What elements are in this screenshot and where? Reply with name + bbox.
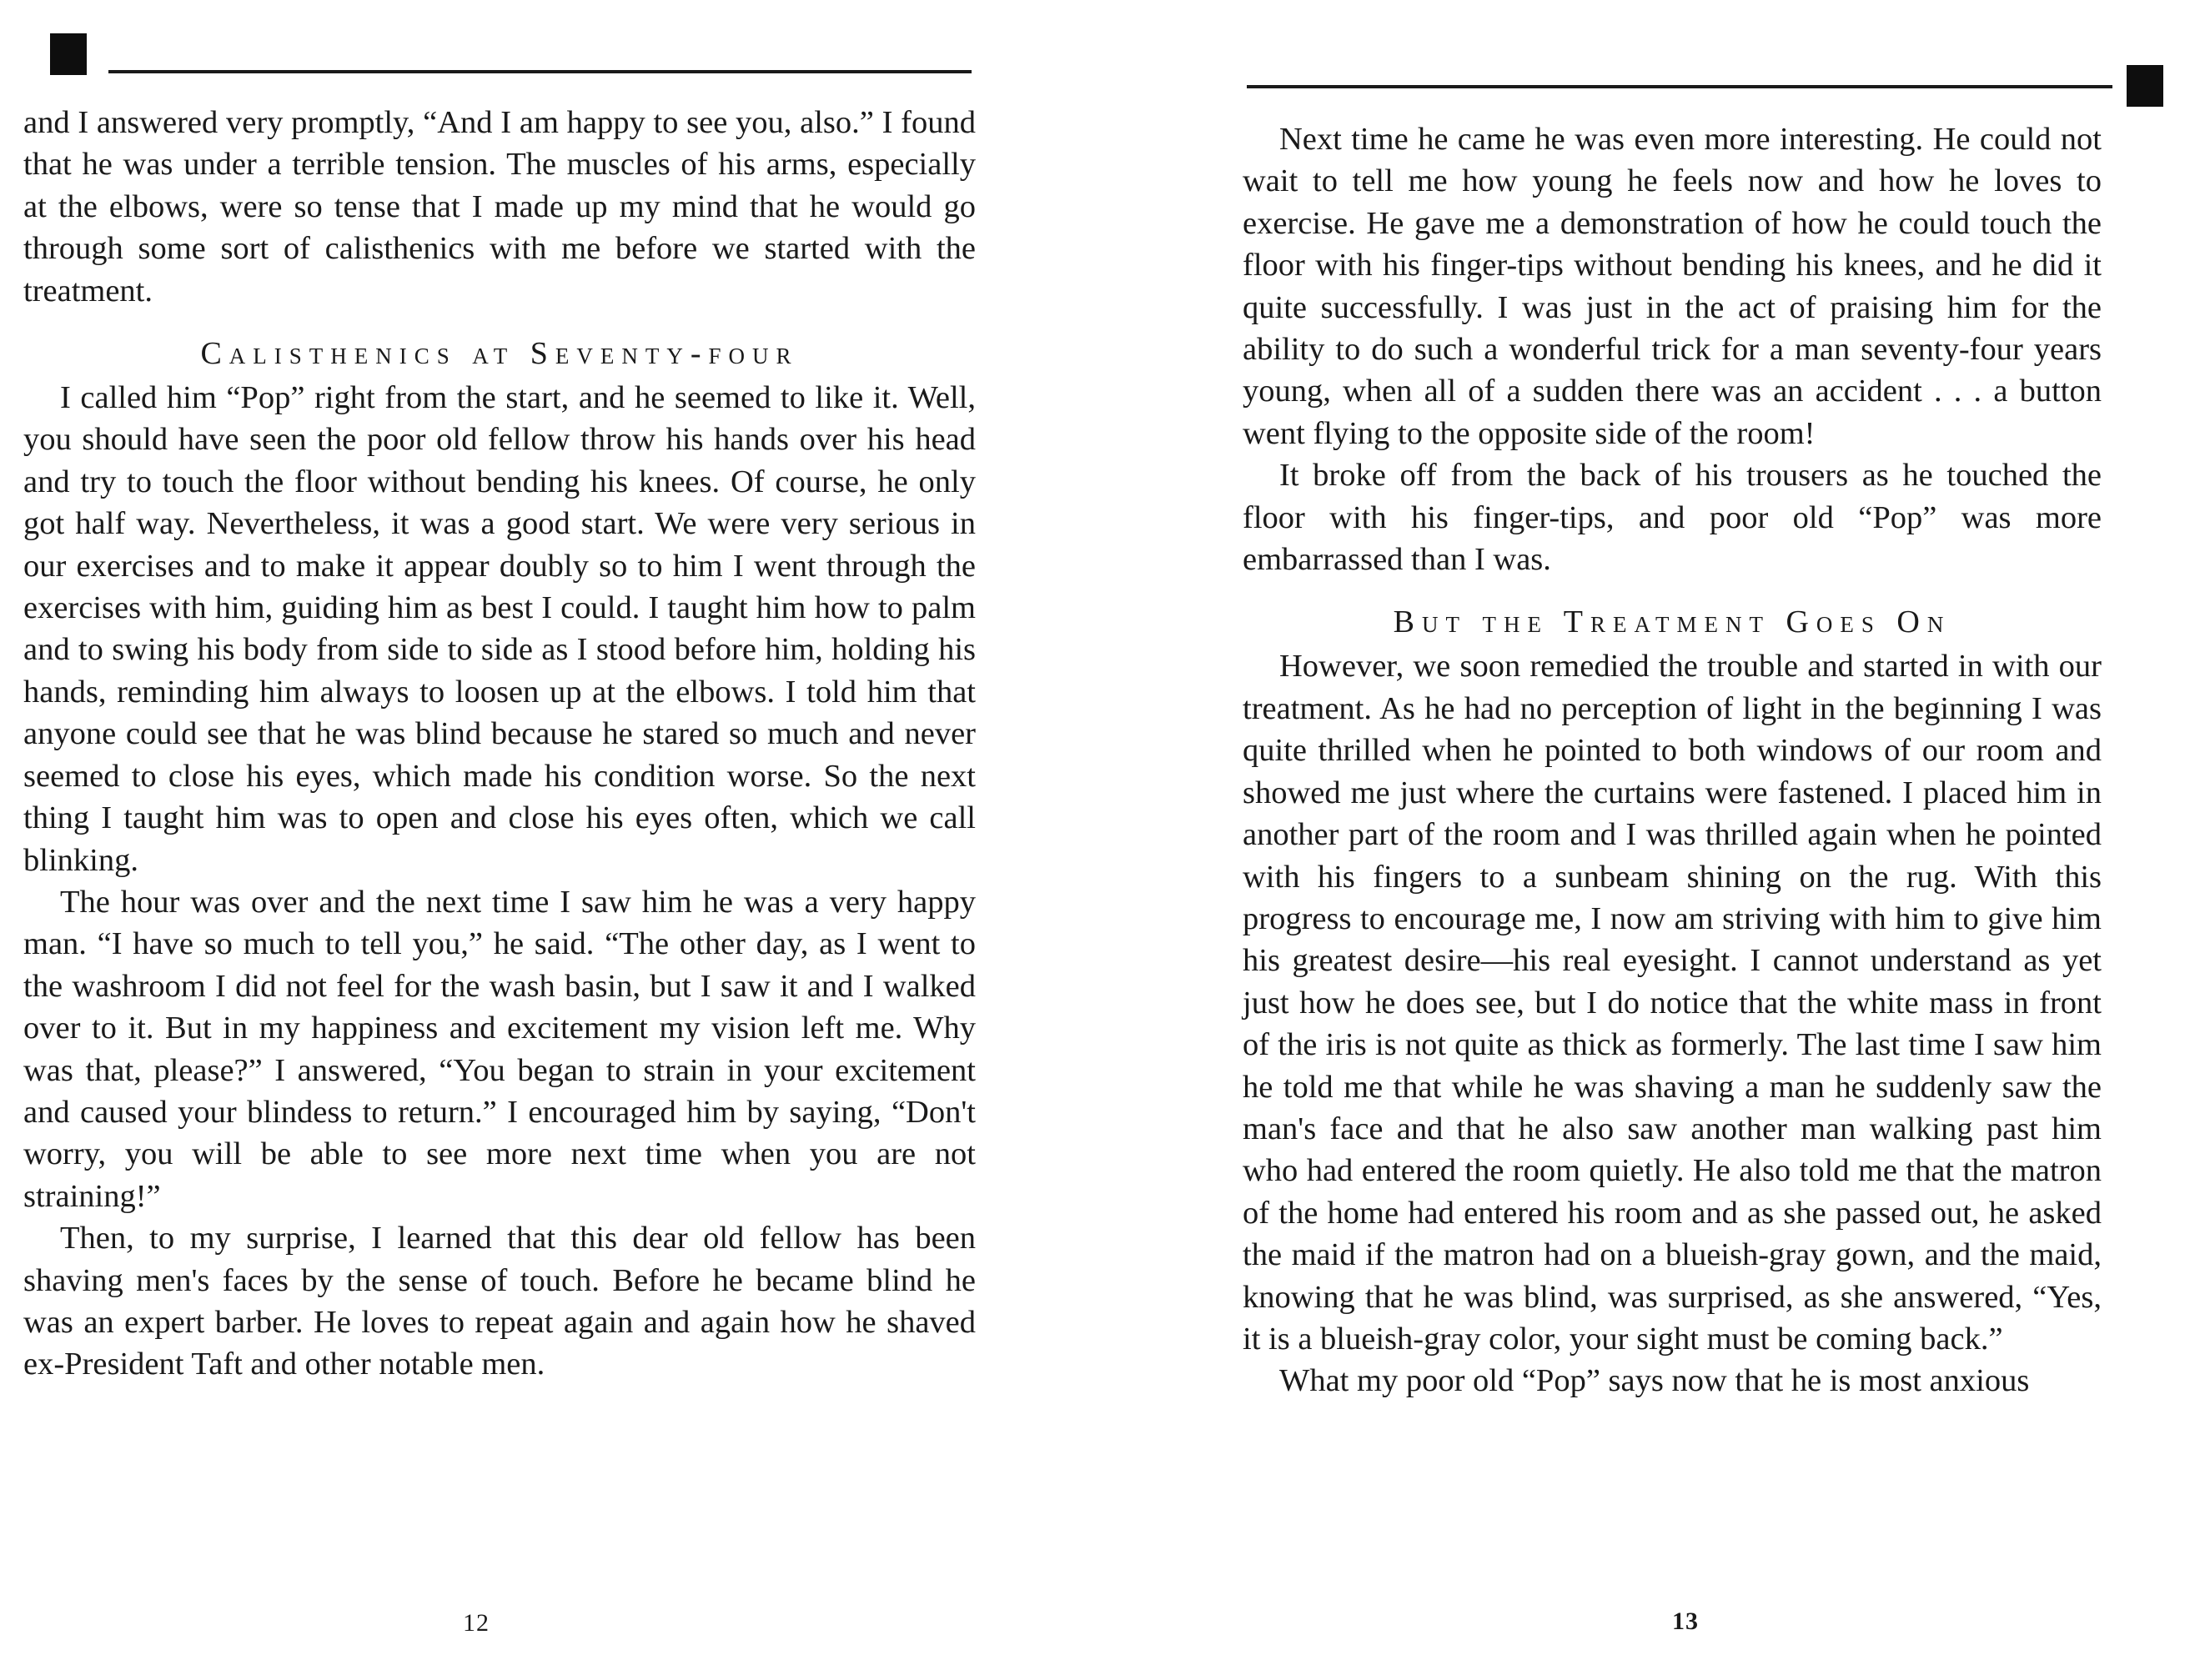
page-corner-marker [50, 33, 87, 75]
section-heading: Calisthenics at Seventy-four [200, 336, 799, 372]
right-page [1105, 0, 2210, 1680]
paragraph: Then, to my surprise, I learned that this dear old fellow has been shaving men's faces by the sense of touch. Before he became blind he was an expert barber. He loves to repeat again and again how he shaved ex-President Taft and other notable men. [23, 1221, 976, 1382]
paragraph: I called him “Pop” right from the start, and he seemed to like it. Well, you should have seen the poor old fellow throw his hands over his head and try to touch the floor without bending his knees. Of course, he only got half way. Nevertheless, it was a good start. We were very serious in our exercises and to make it appear doubly so to him I went through the exercises with him, guiding him as best I could. I taught him how to palm and to swing his body from side to side as I stood before him, holding his hands, reminding him always to loosen up at the elbows. I told him that anyone could see that he was blind because he stared so much and never seemed to close his eyes, which made his condition worse. So the next thing I taught him was to open and close his eyes often, which we call blinking. [23, 380, 976, 878]
paragraph: However, we soon remedied the trouble and started in with our treatment. As he had no perception of light in the beginning I was quite thrilled when he pointed to both windows of our room and showed me just where the curtains were fastened. I placed him in another part of the room and I was thrilled again when he pointed with his fingers to a sunbeam shining on the rug. With this progress to encourage me, I now am striving with him to give him his greatest desire—his real eyesight. I cannot understand as yet just how he does see, but I do notice that the white mass in front of the iris is not quite as thick as formerly. The last time I saw him he told me that while he was shaving a man he suddenly saw the man's face and that he also saw another man walking past him who had entered the room quietly. He also told me that the matron of the home had entered his room and as she passed out, he asked the maid if the matron had on a blueish-gray gown, and the maid, knowing that he was blind, was surprised, as she answered, “Yes, it is a blueish-gray color, your sight must be coming back.” [1243, 649, 2102, 1357]
page-number: 12 [463, 1609, 490, 1637]
header-rule [108, 70, 972, 73]
paragraph: and I answered very promptly, “And I am happy to see you, also.” I found that he was under a terrible tension. The muscles of his arms, especially at the elbows, were so tense that I made up my mind that he would go through some sort of calisthenics with me before we started with the treatment. [23, 105, 976, 308]
page-number: 13 [1672, 1607, 1699, 1635]
paragraph: Next time he came he was even more interesting. He could not wait to tell me how young he feels now and how he loves to exercise. He gave me a demonstration of how he could touch the floor with his finger-tips without bending his knees, and he did it quite successfully. I was just in the act of praising him for the ability to do such a wonderful trick for a man seventy-four years young, when all of a sudden there was an accident . . . a button went flying to the opposite side of the room! [1243, 122, 2102, 451]
paragraph: What my poor old “Pop” says now that he is most anxious [1279, 1363, 2030, 1399]
page-corner-marker [2127, 65, 2163, 107]
paragraph: The hour was over and the next time I saw him he was a very happy man. “I have so much to tell you,” he said. “The other day, as I went to the washroom I did not feel for the wash basin, but I saw it and I walked over to it. But in my happiness and excitement my vision left me. Why was that, please?” I answered, “You began to strain in your excitement and caused your blindess to return.” I encouraged him by saying, “Don't worry, you will be able to see more next time when you are not straining!” [23, 884, 976, 1214]
left-page-text [23, 102, 976, 1386]
header-rule [1247, 85, 2112, 88]
right-page-text [1243, 118, 2102, 1402]
section-heading: But the Treatment Goes On [1393, 604, 1951, 640]
paragraph: It broke off from the back of his trousers as he touched the floor with his finger-tips, and poor old “Pop” was more embarrassed than I was. [1243, 458, 2102, 578]
